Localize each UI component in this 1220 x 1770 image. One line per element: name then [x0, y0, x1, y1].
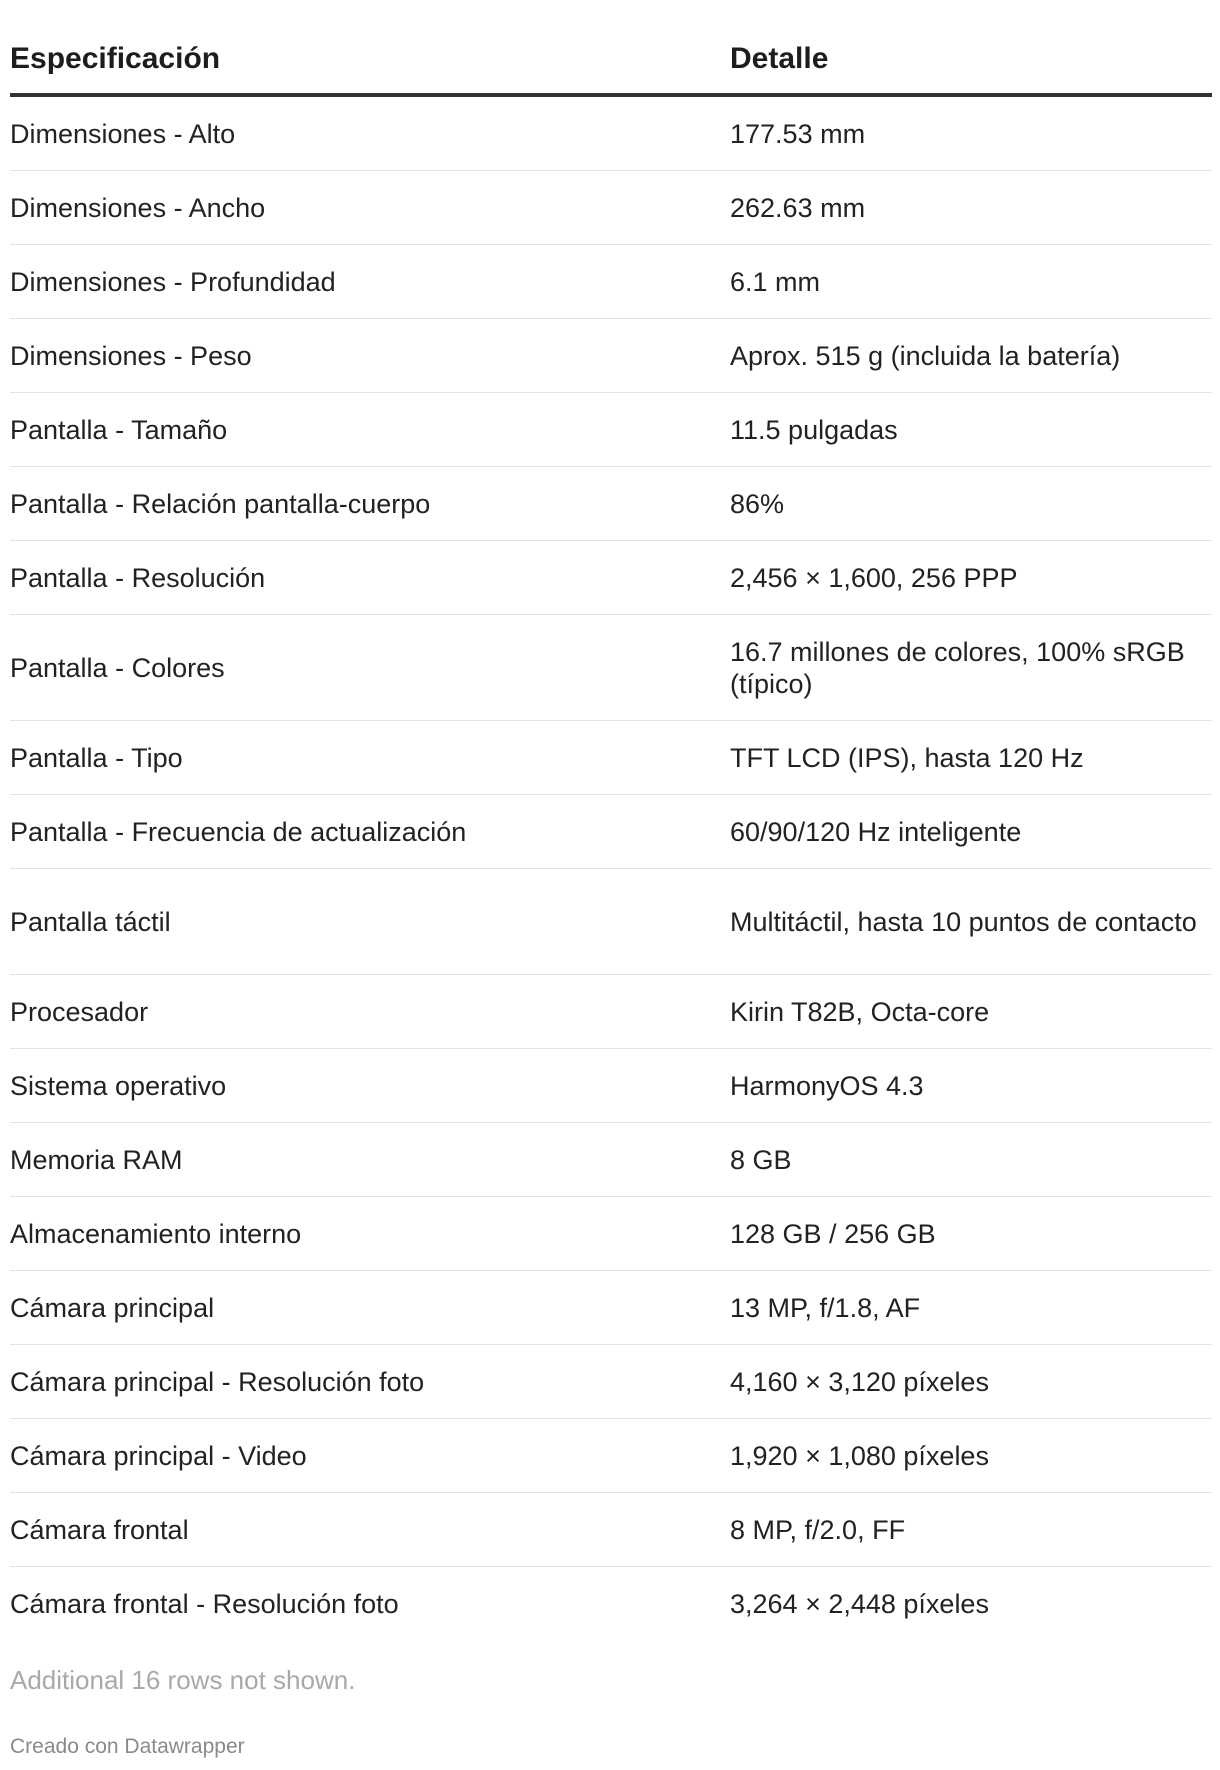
table-row	[10, 795, 1212, 869]
spec-cell: Cámara frontal - Resolución foto	[10, 1589, 399, 1619]
spec-cell: Procesador	[10, 996, 149, 1027]
table-row	[10, 541, 1212, 615]
table-row	[10, 467, 1212, 541]
table-row	[10, 615, 1212, 721]
spec-cell: Pantalla - Relación pantalla-cuerpo	[10, 488, 431, 519]
detail-cell: HarmonyOS 4.3	[730, 1070, 924, 1101]
spec-cell: Dimensiones - Alto	[10, 118, 236, 149]
detail-cell: 6.1 mm	[730, 266, 821, 297]
spec-cell: Cámara principal - Video	[10, 1440, 307, 1471]
spec-cell: Memoria RAM	[10, 1144, 183, 1175]
detail-cell: 262.63 mm	[730, 192, 866, 223]
detail-cell: 60/90/120 Hz inteligente	[730, 816, 1022, 847]
table-row	[10, 245, 1212, 319]
datawrapper-credit[interactable]: Creado con Datawrapper	[10, 1735, 245, 1758]
detail-cell: Kirin T82B, Octa-core	[730, 996, 990, 1027]
spec-table	[10, 0, 1212, 1641]
rows-not-shown-note: Additional 16 rows not shown.	[10, 1665, 356, 1695]
detail-cell: 86%	[730, 488, 785, 519]
detail-cell: 8 GB	[730, 1144, 792, 1175]
detail-cell: 2,456 × 1,600, 256 PPP	[730, 562, 1018, 593]
spec-cell: Almacenamiento interno	[10, 1218, 302, 1249]
spec-cell: Pantalla - Resolución	[10, 562, 266, 593]
spec-cell: Cámara principal - Resolución foto	[10, 1366, 425, 1397]
table-row	[10, 1419, 1212, 1493]
header-spec[interactable]: Especificación	[10, 42, 221, 75]
spec-cell: Pantalla - Tipo	[10, 742, 183, 773]
spec-cell: Dimensiones - Profundidad	[10, 266, 336, 297]
table-row	[10, 393, 1212, 467]
table-row	[10, 1197, 1212, 1271]
table-row	[10, 97, 1212, 171]
table-row	[10, 1123, 1212, 1197]
table-row	[10, 1567, 1212, 1641]
spec-cell: Dimensiones - Ancho	[10, 192, 266, 223]
table-row	[10, 721, 1212, 795]
detail-cell: 177.53 mm	[730, 118, 866, 149]
detail-cell: 1,920 × 1,080 píxeles	[730, 1440, 989, 1471]
table-row	[10, 319, 1212, 393]
table-row	[10, 1493, 1212, 1567]
detail-cell: 128 GB / 256 GB	[730, 1218, 936, 1249]
detail-cell: Multitáctil, hasta 10 puntos de contacto	[730, 906, 1197, 937]
detail-cell: 4,160 × 3,120 píxeles	[730, 1366, 989, 1397]
table-row	[10, 1271, 1212, 1345]
spec-cell: Pantalla - Frecuencia de actualización	[10, 816, 467, 847]
spec-cell: Cámara principal	[10, 1292, 215, 1323]
spec-cell: Pantalla - Tamaño	[10, 414, 228, 445]
spec-cell: Pantalla táctil	[10, 906, 171, 937]
detail-cell: TFT LCD (IPS), hasta 120 Hz	[730, 742, 1084, 773]
table-row	[10, 1345, 1212, 1419]
table-row	[10, 869, 1212, 975]
table-row	[10, 975, 1212, 1049]
spec-cell: Pantalla - Colores	[10, 652, 225, 683]
detail-cell: 16.7 millones de colores, 100% sRGB (típico)	[730, 636, 1185, 699]
table-row	[10, 171, 1212, 245]
detail-cell: Aprox. 515 g (incluida la batería)	[730, 340, 1121, 371]
table-row	[10, 1049, 1212, 1123]
spec-cell: Cámara frontal	[10, 1514, 189, 1545]
table-header	[10, 0, 1212, 97]
spec-cell: Sistema operativo	[10, 1070, 227, 1101]
spec-cell: Dimensiones - Peso	[10, 340, 252, 371]
detail-cell: 8 MP, f/2.0, FF	[730, 1514, 906, 1545]
detail-cell: 13 MP, f/1.8, AF	[730, 1292, 921, 1323]
detail-cell: 11.5 pulgadas	[730, 414, 898, 445]
header-detail[interactable]: Detalle	[730, 42, 829, 75]
detail-cell: 3,264 × 2,448 píxeles	[730, 1589, 989, 1619]
